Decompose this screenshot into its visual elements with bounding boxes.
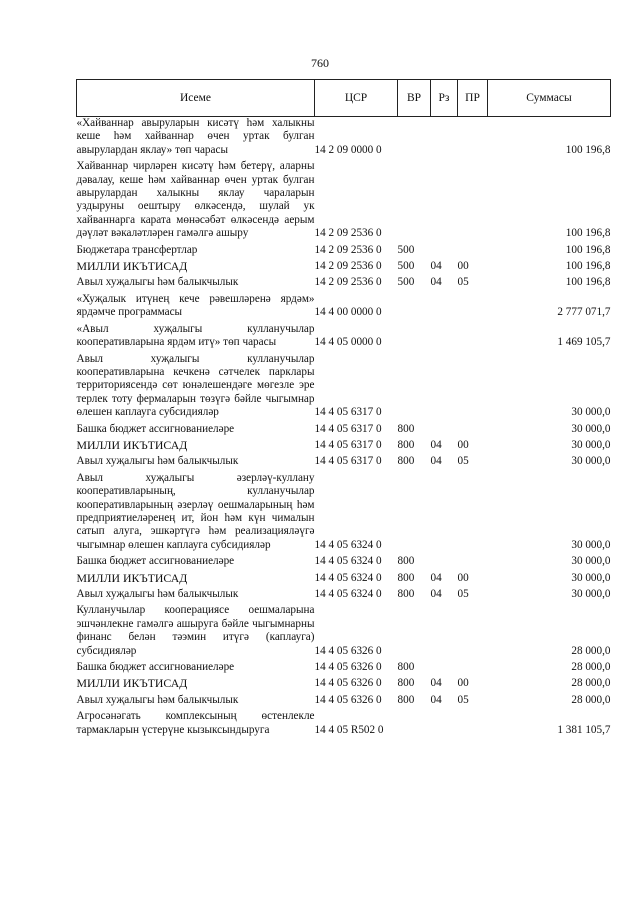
row-pr-cell xyxy=(458,420,488,436)
row-name-cell: Авыл хуҗалыгы кулланучылар кооперативларына кечкенә сәтчелек парклары территориясендә сөт юнәлешендәге мөгезле эре терлек тоту фермаларын төзүгә бәйле чыгымнар өлешен каплауга субсидияләр xyxy=(76,352,315,419)
row-name-cell: Авыл хуҗалыгы һәм балыкчылык xyxy=(76,588,239,600)
row-vr-cell xyxy=(398,350,431,420)
table-row xyxy=(77,117,611,158)
row-name-cell: Авыл хуҗалыгы һәм балыкчылык xyxy=(76,693,239,706)
row-pr-cell: 00 xyxy=(457,571,469,584)
row-rz-cell xyxy=(431,350,458,420)
row-sum-cell: 100 196,8 xyxy=(565,260,611,273)
page-number: 760 xyxy=(311,56,329,70)
row-pr-cell: 05 xyxy=(457,693,469,706)
row-vr-cell xyxy=(398,290,431,320)
row-rz-cell: 04 xyxy=(430,276,442,289)
row-csr-cell: 14 2 09 2536 0 xyxy=(314,260,382,273)
row-pr-cell xyxy=(458,350,488,420)
row-csr-cell: 14 4 05 6317 0 xyxy=(314,438,382,451)
row-rz-cell: 04 xyxy=(430,571,442,584)
row-sum-cell: 1 469 105,7 xyxy=(557,336,611,349)
row-rz-cell: 04 xyxy=(430,438,442,451)
row-csr-cell: 14 4 05 6317 0 xyxy=(314,455,382,468)
table-row xyxy=(77,420,611,436)
row-csr-cell: 14 4 05 6324 0 xyxy=(314,555,382,568)
row-name-cell: Кулланучылар кооперациясе оешмаларына эшчәнлекне гамәлгә ашыруга бәйле чыгымнарны финанс белән тәэмин итүгә (каплауга) субсидияләр xyxy=(76,604,315,657)
row-pr-cell xyxy=(458,157,488,240)
header-rz: Рз xyxy=(431,80,458,117)
row-name-cell: МИЛЛИ ИКЪТИСАД xyxy=(76,676,188,691)
row-csr-cell: 14 4 05 6317 0 xyxy=(314,422,382,435)
table-row xyxy=(77,552,611,568)
row-pr-cell xyxy=(458,290,488,320)
row-csr-cell: 14 4 05 6324 0 xyxy=(314,538,382,551)
row-name-cell: Башка бюджет ассигнованиеләре xyxy=(76,555,235,568)
row-csr-cell: 14 4 05 6326 0 xyxy=(314,693,382,706)
row-sum-cell: 30 000,0 xyxy=(571,588,611,600)
row-rz-cell xyxy=(431,552,458,568)
table-row xyxy=(77,452,611,468)
row-vr-cell xyxy=(398,469,431,552)
row-vr-cell: 500 xyxy=(397,260,415,273)
row-pr-cell: 05 xyxy=(457,588,469,600)
row-vr-cell xyxy=(398,320,431,350)
row-csr-cell: 14 2 09 2536 0 xyxy=(314,243,382,256)
row-sum-cell: 30 000,0 xyxy=(571,571,611,584)
row-sum-cell: 30 000,0 xyxy=(571,538,611,551)
header-sum: Суммасы xyxy=(488,80,611,117)
row-vr-cell: 800 xyxy=(397,422,415,435)
table-row xyxy=(77,257,611,273)
table-row xyxy=(77,273,611,289)
row-sum-cell: 28 000,0 xyxy=(571,644,611,657)
row-pr-cell: 05 xyxy=(457,276,469,289)
row-csr-cell: 14 4 05 0000 0 xyxy=(314,336,382,349)
row-name-cell: «Хуҗалык итүнең кече рәвешләренә ярдәм» ярдәмче программасы xyxy=(76,292,315,319)
header-pr: ПР xyxy=(458,80,488,117)
table-row xyxy=(77,241,611,257)
row-pr-cell: 05 xyxy=(457,455,469,468)
row-name-cell: Авыл хуҗалыгы һәм балыкчылык xyxy=(76,276,239,289)
row-sum-cell: 30 000,0 xyxy=(571,555,611,568)
table-body xyxy=(77,117,611,738)
row-name-cell: Авыл хуҗалыгы һәм балыкчылык xyxy=(76,455,239,468)
table-row xyxy=(77,691,611,707)
row-name-cell: Башка бюджет ассигнованиеләре xyxy=(76,661,235,674)
table-row xyxy=(77,601,611,658)
row-pr-cell: 00 xyxy=(457,438,469,451)
row-sum-cell: 100 196,8 xyxy=(565,143,611,156)
row-vr-cell: 800 xyxy=(397,571,415,584)
row-csr-cell: 14 4 00 0000 0 xyxy=(314,306,382,319)
row-csr-cell: 14 4 05 6326 0 xyxy=(314,644,382,657)
row-csr-cell: 14 4 05 6324 0 xyxy=(314,588,382,600)
row-name-cell: МИЛЛИ ИКЪТИСАД xyxy=(76,570,188,585)
table-row xyxy=(77,569,611,585)
header-vr: ВР xyxy=(398,80,431,117)
row-csr-cell: 14 4 05 6317 0 xyxy=(314,406,382,419)
row-csr-cell: 14 2 09 2536 0 xyxy=(314,276,382,289)
table-row xyxy=(77,350,611,420)
budget-table xyxy=(76,79,611,737)
row-pr-cell: 00 xyxy=(457,260,469,273)
table-row xyxy=(77,320,611,350)
header-csr: ЦСР xyxy=(315,80,398,117)
row-sum-cell: 1 381 105,7 xyxy=(557,723,611,736)
row-pr-cell: 00 xyxy=(457,677,469,690)
row-sum-cell: 30 000,0 xyxy=(571,455,611,468)
row-rz-cell xyxy=(431,469,458,552)
row-name-cell: МИЛЛИ ИКЪТИСАД xyxy=(76,437,188,452)
row-sum-cell: 100 196,8 xyxy=(565,227,611,240)
row-rz-cell xyxy=(431,117,458,158)
table-row xyxy=(77,674,611,690)
header-name: Исеме xyxy=(77,80,315,117)
row-sum-cell: 100 196,8 xyxy=(565,243,611,256)
row-pr-cell xyxy=(458,601,488,658)
row-rz-cell xyxy=(431,157,458,240)
row-rz-cell xyxy=(431,601,458,658)
row-pr-cell xyxy=(458,552,488,568)
row-vr-cell xyxy=(398,601,431,658)
row-pr-cell xyxy=(458,469,488,552)
row-rz-cell xyxy=(431,290,458,320)
row-name-cell: Башка бюджет ассигнованиеләре xyxy=(76,422,235,435)
table-header-row xyxy=(77,80,611,117)
row-name-cell: Авыл хуҗалыгы әзерләү-куллану кооперативларының, кулланучылар кооперативларының әзерләү оешмаларының һәм предприятиеләренең ит, йон һәм күн чималын сатып алуга, эшкәртүгә һәм реализацияләүгә чыгымнар өлешен каплауга субсидияләр xyxy=(76,471,315,551)
row-vr-cell xyxy=(398,157,431,240)
table-row xyxy=(77,469,611,552)
row-csr-cell: 14 4 05 6324 0 xyxy=(314,571,382,584)
row-vr-cell: 500 xyxy=(397,243,415,256)
row-sum-cell: 28 000,0 xyxy=(571,677,611,690)
row-vr-cell: 800 xyxy=(397,677,415,690)
row-rz-cell xyxy=(431,241,458,257)
row-rz-cell xyxy=(431,320,458,350)
row-sum-cell: 30 000,0 xyxy=(571,438,611,451)
row-rz-cell: 04 xyxy=(430,693,442,706)
table-row xyxy=(77,157,611,240)
row-rz-cell xyxy=(431,420,458,436)
row-csr-cell: 14 4 05 6326 0 xyxy=(314,661,382,674)
row-pr-cell xyxy=(458,241,488,257)
row-rz-cell xyxy=(431,658,458,674)
row-name-cell: Бюджетара трансфертлар xyxy=(76,243,198,256)
row-vr-cell: 500 xyxy=(397,276,415,289)
row-csr-cell: 14 2 09 0000 0 xyxy=(314,143,382,156)
row-name-cell: «Хайваннар авыруларын кисәтү һәм халыкны кеше һәм хайваннар өчен уртак булган авырулардан яклау» төп чарасы xyxy=(76,117,315,156)
row-rz-cell: 04 xyxy=(430,260,442,273)
row-pr-cell xyxy=(458,707,488,737)
row-rz-cell: 04 xyxy=(430,588,442,600)
row-sum-cell: 30 000,0 xyxy=(571,422,611,435)
row-sum-cell: 28 000,0 xyxy=(571,693,611,706)
row-sum-cell: 2 777 071,7 xyxy=(557,306,611,319)
row-vr-cell xyxy=(398,707,431,737)
row-sum-cell: 28 000,0 xyxy=(571,661,611,674)
row-sum-cell: 30 000,0 xyxy=(571,406,611,419)
row-vr-cell: 800 xyxy=(397,455,415,468)
row-rz-cell xyxy=(431,707,458,737)
row-vr-cell: 800 xyxy=(397,588,415,600)
row-vr-cell xyxy=(398,117,431,158)
row-name-cell: Хайваннар чирләрен кисәтү һәм бетерү, аларны дәвалау, кеше һәм хайваннар өчен уртак булган авырулардан халыкны яклау чараларын уздыруны оештыру өлкәсендә, шулай ук хайваннарга карата мөнәсәбәт өлкәсендә аерым дәүләт вәкаләтләрен гамәлгә ашыру xyxy=(76,160,315,240)
row-name-cell: «Авыл хуҗалыгы кулланучылар кооперативларына ярдәм итү» төп чарасы xyxy=(76,322,315,349)
table-row xyxy=(77,658,611,674)
row-vr-cell: 800 xyxy=(397,661,415,674)
row-name-cell: МИЛЛИ ИКЪТИСАД xyxy=(76,259,188,274)
row-vr-cell: 800 xyxy=(397,693,415,706)
row-name-cell: Агросәнәгать комплексының өстенлекле тармакларын үстерүне кызыксындыруга xyxy=(76,710,315,736)
row-csr-cell: 14 2 09 2536 0 xyxy=(314,227,382,240)
row-vr-cell: 800 xyxy=(397,555,415,568)
row-sum-cell: 100 196,8 xyxy=(565,276,611,289)
row-pr-cell xyxy=(458,320,488,350)
row-csr-cell: 14 4 05 6326 0 xyxy=(314,677,382,690)
row-vr-cell: 800 xyxy=(397,438,415,451)
row-csr-cell: 14 4 05 R502 0 xyxy=(314,723,384,736)
table-row xyxy=(77,436,611,452)
table-row xyxy=(77,707,611,737)
row-rz-cell: 04 xyxy=(430,677,442,690)
row-pr-cell xyxy=(458,117,488,158)
table-row xyxy=(77,585,611,601)
row-rz-cell: 04 xyxy=(430,455,442,468)
table-row xyxy=(77,290,611,320)
row-pr-cell xyxy=(458,658,488,674)
